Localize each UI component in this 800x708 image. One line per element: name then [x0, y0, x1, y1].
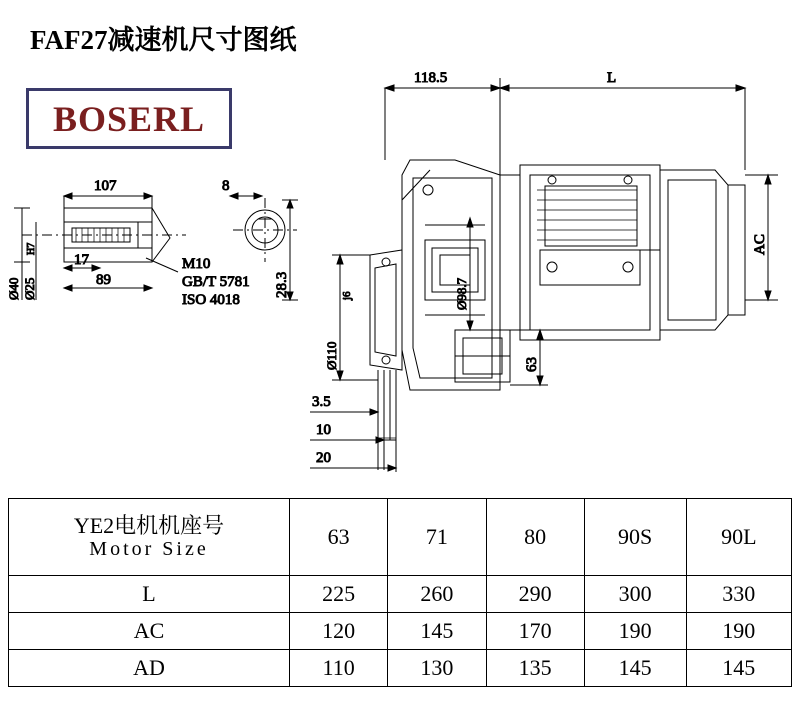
dim-118-5-label: 118.5 — [414, 70, 448, 86]
cell-L-3: 300 — [584, 576, 686, 613]
dim-107-label: 107 — [94, 178, 117, 194]
cell-AD-4: 145 — [686, 650, 791, 687]
row-label-AC: AC — [9, 613, 290, 650]
dim-17-label: 17 — [74, 252, 89, 268]
cell-AD-2: 135 — [486, 650, 584, 687]
cell-AD-0: 110 — [290, 650, 388, 687]
bolt-spec-2-label: GB/T 5781 — [182, 274, 250, 290]
brand-logo-text: BOSERL — [52, 98, 206, 139]
dim-8 — [230, 193, 262, 199]
motor-size-table — [8, 498, 792, 687]
motor-size-0: 63 — [290, 499, 388, 576]
motor-size-4: 90L — [686, 499, 791, 576]
dim-dia25-label: Ø25 — [22, 277, 37, 300]
dim-89-label: 89 — [96, 272, 111, 288]
dim-8-label: 8 — [222, 178, 230, 194]
cell-L-2: 290 — [486, 576, 584, 613]
motor-size-2: 80 — [486, 499, 584, 576]
row-label-AD: AD — [9, 650, 290, 687]
table-header-label — [9, 499, 290, 576]
dim-63-label: 63 — [524, 357, 540, 372]
dim-L — [500, 85, 745, 170]
header-label-cn: YE2电机机座号 — [73, 512, 225, 538]
dim-dia98-7-label: Ø98.7 — [454, 277, 469, 310]
dim-dia25-tol: H7 — [26, 242, 37, 255]
cell-L-0: 225 — [290, 576, 388, 613]
dim-3-5-label: 3.5 — [312, 394, 331, 410]
dim-dia98-7 — [467, 218, 473, 330]
dim-10-label: 10 — [316, 422, 331, 438]
cell-AC-4: 190 — [686, 613, 791, 650]
table-row — [9, 613, 792, 650]
cell-AD-1: 130 — [388, 650, 486, 687]
dim-20-label: 20 — [316, 450, 331, 466]
bolt-spec-3-label: ISO 4018 — [182, 292, 240, 308]
dim-L-label: L — [607, 70, 617, 86]
cell-L-4: 330 — [686, 576, 791, 613]
cell-AC-1: 145 — [388, 613, 486, 650]
header-label-en: Motor Size — [89, 538, 209, 561]
bolt-spec-1-label: M10 — [182, 256, 211, 272]
dim-dia110-tol: j6 — [341, 291, 353, 300]
motor-size-1: 71 — [388, 499, 486, 576]
dim-28-3-label: 28.3 — [274, 271, 290, 298]
row-label-L: L — [9, 576, 290, 613]
cell-AC-2: 170 — [486, 613, 584, 650]
dim-dia40-label: Ø40 — [6, 277, 21, 300]
motor-size-3: 90S — [584, 499, 686, 576]
table-row — [9, 576, 792, 613]
table-header-row — [9, 499, 792, 576]
cell-AC-3: 190 — [584, 613, 686, 650]
dim-dia110-label: Ø110 — [324, 341, 339, 370]
page-title: FAF27减速机尺寸图纸 — [30, 25, 297, 55]
cell-AC-0: 120 — [290, 613, 388, 650]
table-row — [9, 650, 792, 687]
cell-AD-3: 145 — [584, 650, 686, 687]
cell-L-1: 260 — [388, 576, 486, 613]
dim-AC-label: AC — [752, 234, 768, 255]
